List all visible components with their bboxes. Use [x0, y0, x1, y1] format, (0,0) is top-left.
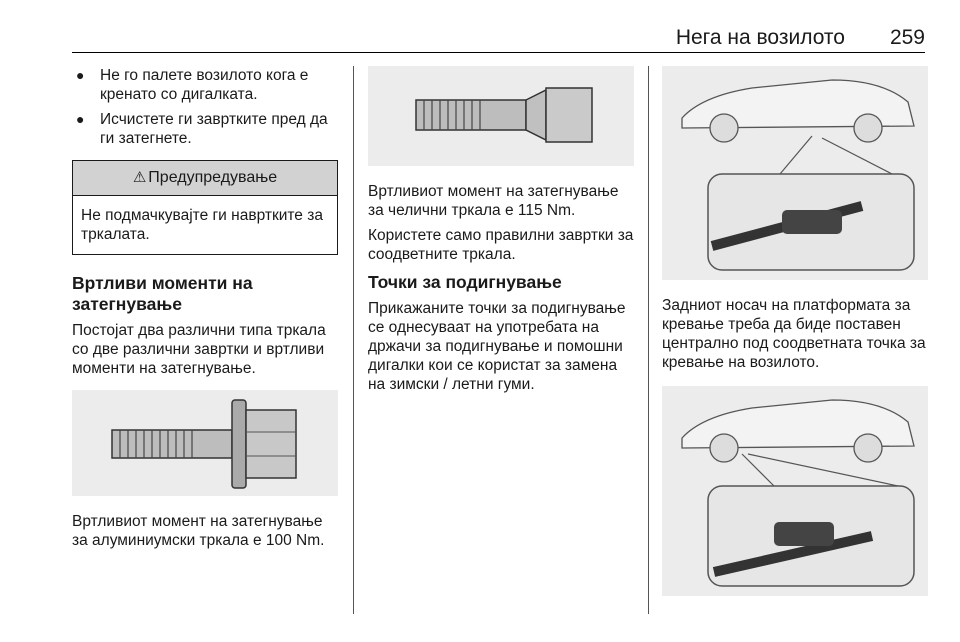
page-header	[72, 24, 925, 53]
figure-caption: Вртливиот момент на затегнување за алуминиумски тркала е 100 Nm.	[72, 513, 325, 549]
paragraph: Постојат два различни типа тркала со две различни завртки и вртливи моменти на затегнување.	[72, 322, 326, 377]
paragraph: Користете само правилни завртки за соодветните тркала.	[368, 227, 634, 263]
column-1	[72, 66, 338, 556]
paragraph: Прикажаните точки за подигнување се однесуваат на употребата на држачи за подигнување и помошни дигалки кои се користат за замена на зимски / летни гуми.	[368, 300, 626, 393]
warning-body: Не подмачкувајте ги навртките за тркалата.	[81, 207, 323, 243]
warning-title: Предупредување	[148, 169, 278, 186]
bullet-icon: ●	[76, 67, 85, 83]
column-3	[662, 66, 928, 612]
figure-caption: Задниот носач на платформата за кревање треба да биде поставен централно под соодветната точка за кревање на возилото.	[662, 297, 926, 371]
list-item: ● Исчистете ги завртките пред да ги затегнете.	[72, 110, 338, 148]
warning-header	[73, 161, 337, 196]
section-heading: Вртливи моменти на затегнување	[72, 273, 253, 314]
column-2	[368, 66, 634, 400]
warning-triangle-icon: ⚠	[132, 169, 147, 186]
column-divider	[648, 66, 649, 614]
rear-lift-point-illustration	[662, 66, 928, 280]
figure-caption: Вртливиот момент на затегнување за челични тркала е 115 Nm.	[368, 183, 619, 219]
column-divider	[353, 66, 354, 614]
list-item: ● Не го палете возилото кога е кренато со дигалката.	[72, 66, 338, 104]
alloy-wheel-bolt-illustration	[72, 390, 338, 496]
page-title: Нега на возилото	[675, 26, 845, 49]
warning-box	[72, 160, 338, 255]
side-lift-point-illustration	[662, 386, 928, 596]
bullet-icon: ●	[76, 111, 85, 127]
section-heading: Точки за подигнување	[368, 272, 562, 292]
steel-wheel-bolt-illustration	[368, 66, 634, 166]
page-number: 259	[889, 26, 925, 49]
